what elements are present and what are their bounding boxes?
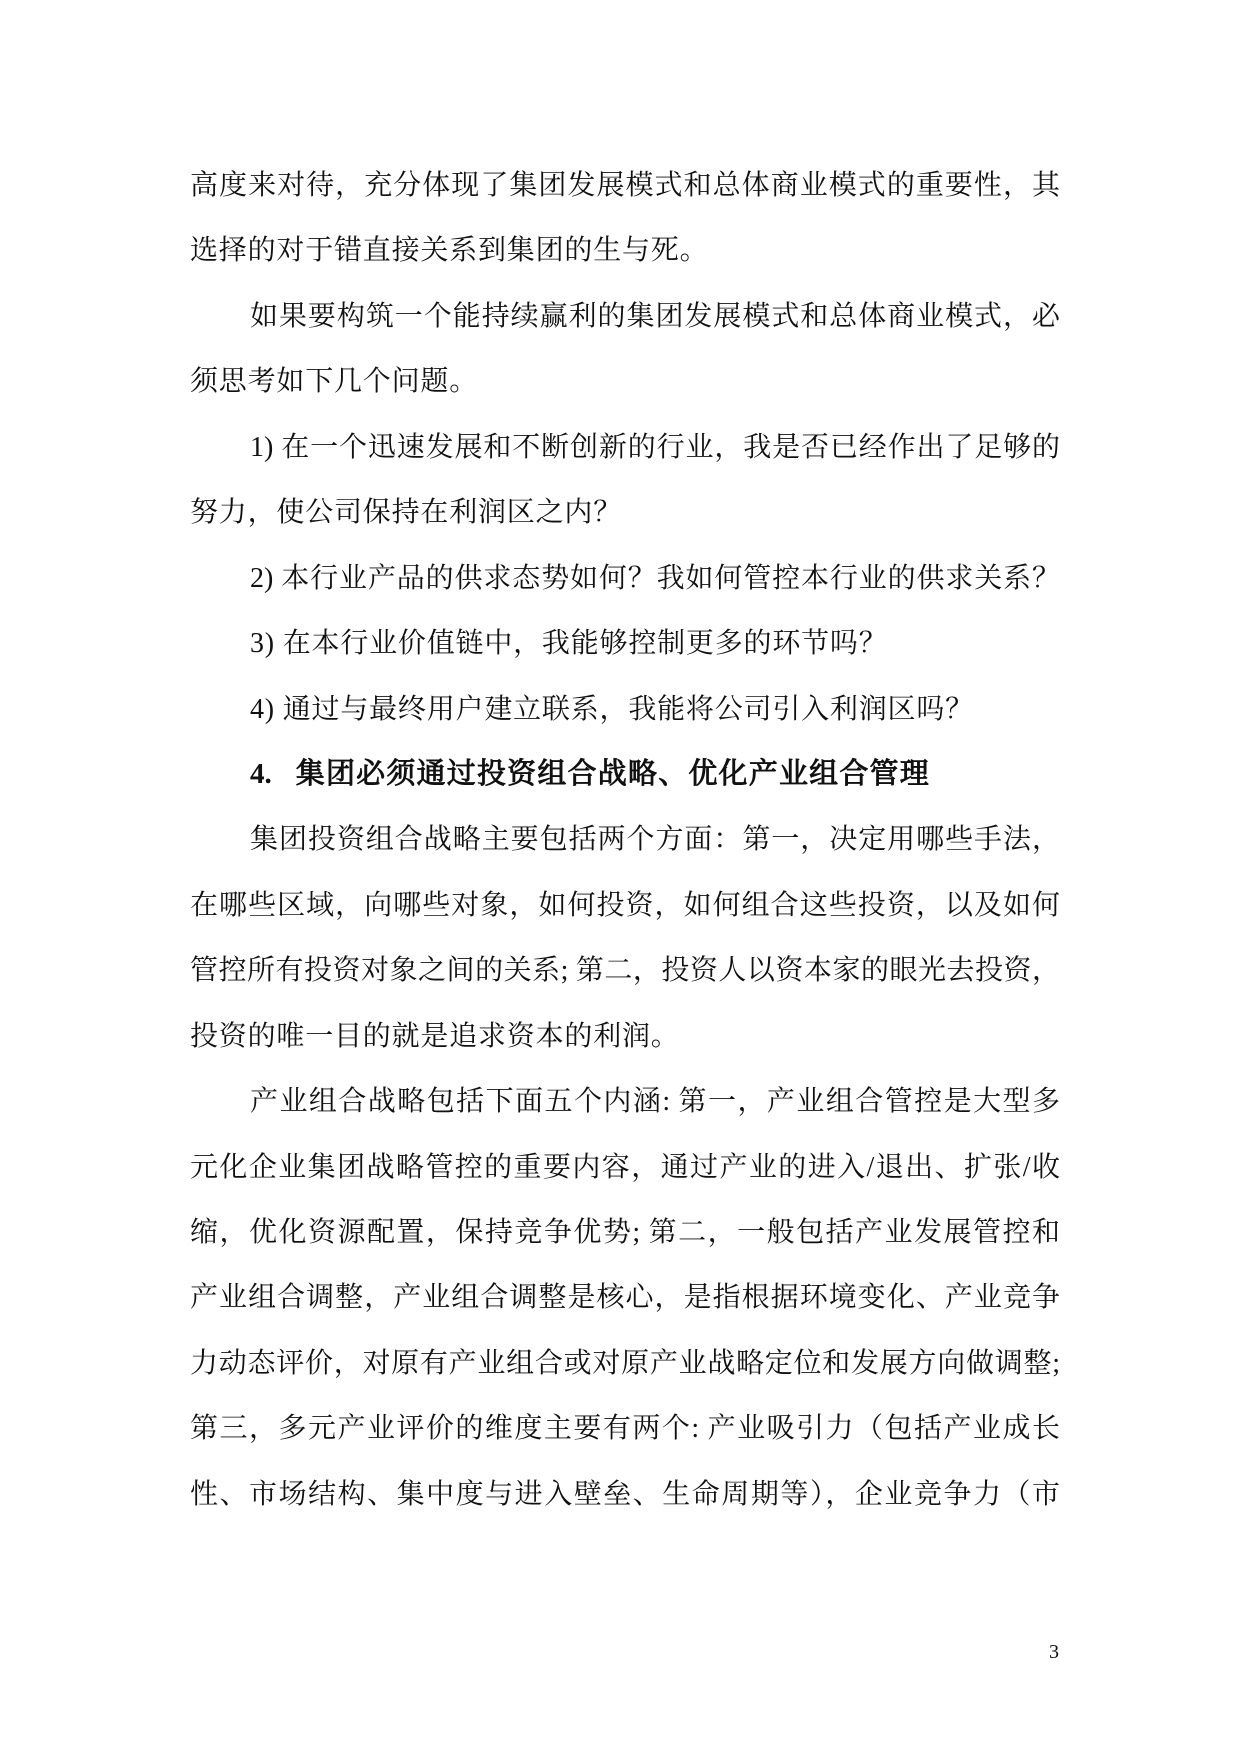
text-line: 缩，优化资源配置，保持竞争优势; 第二，一般包括产业发展管控和 [190,1217,1060,1248]
section-heading-title: 集团必须通过投资组合战略、优化产业组合管理 [295,757,930,790]
text-line: 须思考如下几个问题。 [190,366,479,398]
text-line: 元化企业集团战略管控的重要内容，通过产业的进入/退出、扩张/收 [190,1151,1060,1183]
question-item-3 [190,611,1060,676]
text-line: 投资的唯一目的就是追求资本的利润。 [190,1020,680,1052]
question-item-4 [190,677,1060,742]
text-line: 第三，多元产业评价的维度主要有两个: 产业吸引力（包括产业成长 [190,1413,1060,1445]
document-body [190,153,1060,1527]
text-line: 2) 本行业产品的供求态势如何？我如何管控本行业的供求关系？ [250,562,1060,594]
paragraph-business-model [190,284,1060,415]
text-line: 在哪些区域，向哪些对象，如何投资，如何组合这些投资，以及如何 [190,889,1060,921]
question-item-2 [190,546,1060,611]
text-line: 如果要构筑一个能持续赢利的集团发展模式和总体商业模式，必 [250,300,1060,332]
paragraph-industry-portfolio [190,1069,1060,1527]
text-line: 管控所有投资对象之间的关系; 第二，投资人以资本家的眼光去投资， [190,955,1060,987]
section-heading [190,742,1060,807]
text-line: 选择的对于错直接关系到集团的生与死。 [190,235,709,267]
text-line: 3) 在本行业价值链中，我能够控制更多的环节吗？ [250,628,888,660]
text-line: 产业组合战略包括下面五个内涵: 第一，产业组合管控是大型多 [250,1086,1060,1118]
section-heading-number: 4. [250,757,272,790]
text-line: 性、市场结构、集中度与进入壁垒、生命周期等），企业竞争力（市 [190,1478,1060,1510]
text-line: 高度来对待，充分体现了集团发展模式和总体商业模式的重要性，其 [190,170,1060,201]
text-line: 集团投资组合战略主要包括两个方面：第一，决定用哪些手法， [250,824,1060,856]
question-item-1 [190,415,1060,546]
text-line: 力动态评价，对原有产业组合或对原产业战略定位和发展方向做调整; [190,1347,1060,1379]
text-line: 4) 通过与最终用户建立联系，我能将公司引入利润区吗？ [250,693,974,725]
paragraph-continuation [190,153,1060,284]
paragraph-investment-portfolio [190,807,1060,1069]
page-number: 3 [1049,1641,1059,1663]
text-line: 产业组合调整，产业组合调整是核心，是指根据环境变化、产业竞争 [190,1282,1060,1314]
text-line: 1) 在一个迅速发展和不断创新的行业，我是否已经作出了足够的 [250,431,1060,463]
text-line: 努力，使公司保持在利润区之内？ [190,497,623,529]
